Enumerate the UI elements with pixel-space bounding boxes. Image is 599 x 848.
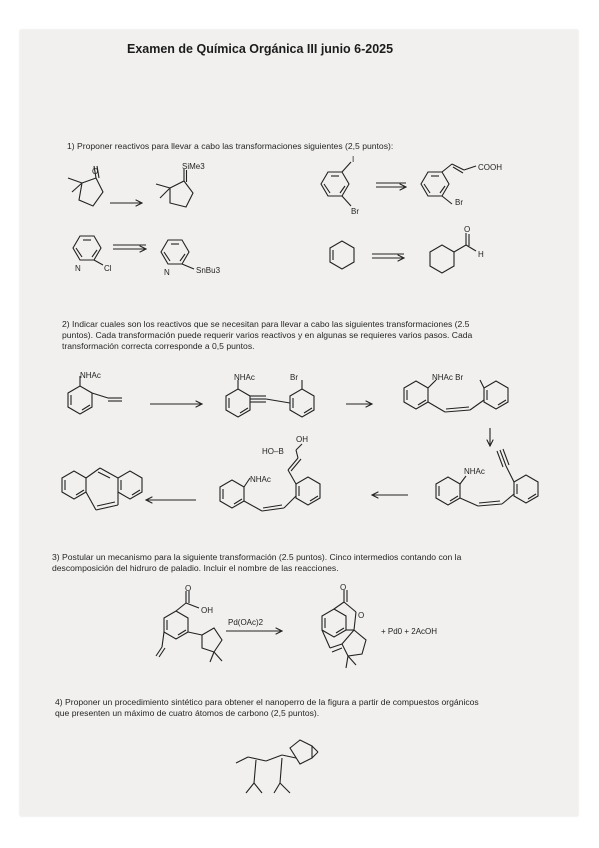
q1-cyclohexene-structure	[330, 241, 354, 269]
question-4-line: 4) Proponer un procedimiento sintético para obtener el nanoperro de la figura a partir de compuestos orgánicos	[55, 697, 479, 707]
q1-bromoiodobenzene-structure	[321, 155, 359, 216]
q1-label-h: H	[478, 250, 484, 259]
q1-label-sime3: SiMe3	[182, 162, 205, 171]
q3-label-oh: OH	[201, 606, 213, 615]
q2-label-nhac-3: NHAc	[250, 475, 271, 484]
q1-cyclopentanone-structure	[68, 166, 103, 206]
q2-label-oh: OH	[296, 435, 308, 444]
q1-label-i: I	[352, 155, 355, 164]
q1-label-cl: Cl	[104, 264, 112, 273]
q3-starting-material-structure	[156, 584, 222, 662]
question-3-line: descomposición del hidruro de paladio. Incluir el nombre de las reacciones.	[52, 563, 339, 574]
q1-label-o: O	[92, 167, 99, 176]
q1-label-o-2: O	[464, 225, 471, 234]
question-4-line: que presenten un máximo de cuatro átomos de carbono (2,5 puntos).	[55, 708, 320, 719]
q1-stannylpyridine-structure	[161, 240, 221, 277]
question-3-line: 3) Postular un mecanismo para la siguiente transformación (2.5 puntos). Cinco intermedios contando con la	[52, 552, 462, 562]
q3-label-o-3: O	[358, 611, 365, 620]
q2-vinyl-boronic-acid-structure	[220, 435, 320, 511]
exam-title: Examen de Química Orgánica III junio 6-2025	[127, 42, 394, 56]
q2-label-nhac-1: NHAc	[80, 371, 101, 380]
q3-label-o-1: O	[185, 584, 192, 593]
q4-nanoputian-structure	[236, 740, 318, 793]
q2-label-nhac-4: NHAc	[464, 467, 485, 476]
question-1-text: 1) Proponer reactivos para llevar a cabo las transformaciones siguientes (2,5 puntos):	[67, 141, 394, 151]
q2-z-stilbene-structure	[404, 373, 508, 412]
q2-label-hob: HO–B	[262, 447, 284, 456]
q2-cyclized-product-structure	[62, 468, 142, 510]
q2-alkynyl-stilbene-structure	[436, 449, 538, 506]
q2-diaryl-alkyne-structure	[226, 373, 314, 417]
q1-vinylsilane-structure	[156, 162, 205, 207]
q2-label-br: Br	[290, 373, 298, 382]
q2-label-nhac-2: NHAc	[234, 373, 255, 382]
q1-chloropyridine-structure	[73, 236, 112, 273]
q3-byproducts: + Pd0 + 2AcOH	[381, 627, 438, 636]
q1-label-snbu3: SnBu3	[196, 266, 221, 275]
q1-label-cooh: COOH	[478, 163, 502, 172]
q3-lactone-product-structure	[322, 583, 366, 668]
q1-label-n-2: N	[164, 268, 170, 277]
q1-label-br-1: Br	[351, 207, 359, 216]
q2-label-nhac-br: NHAc Br	[432, 373, 464, 382]
q1-label-n-1: N	[75, 264, 81, 273]
q1-cyclohexanecarbaldehyde-structure	[430, 225, 484, 273]
question-2-line: 2) Indicar cuales son los reactivos que se necesitan para llevar a cabo las siguientes transformaciones (2.5	[62, 319, 470, 329]
q1-label-br-2: Br	[455, 198, 463, 207]
q3-label-o-2: O	[340, 583, 347, 592]
question-2-line: transformación correcta corresponde a 0,5 puntos.	[62, 341, 255, 352]
question-2-line: puntos). Cada transformación puede requerir varios reactivos y en algunas se requieres varios pasos. Cada	[62, 330, 473, 341]
q1-bromocinnamic-acid-structure	[421, 163, 502, 207]
q2-vinyl-acetanilide-structure	[68, 371, 122, 414]
q3-reagent-label: Pd(OAc)2	[228, 618, 264, 627]
